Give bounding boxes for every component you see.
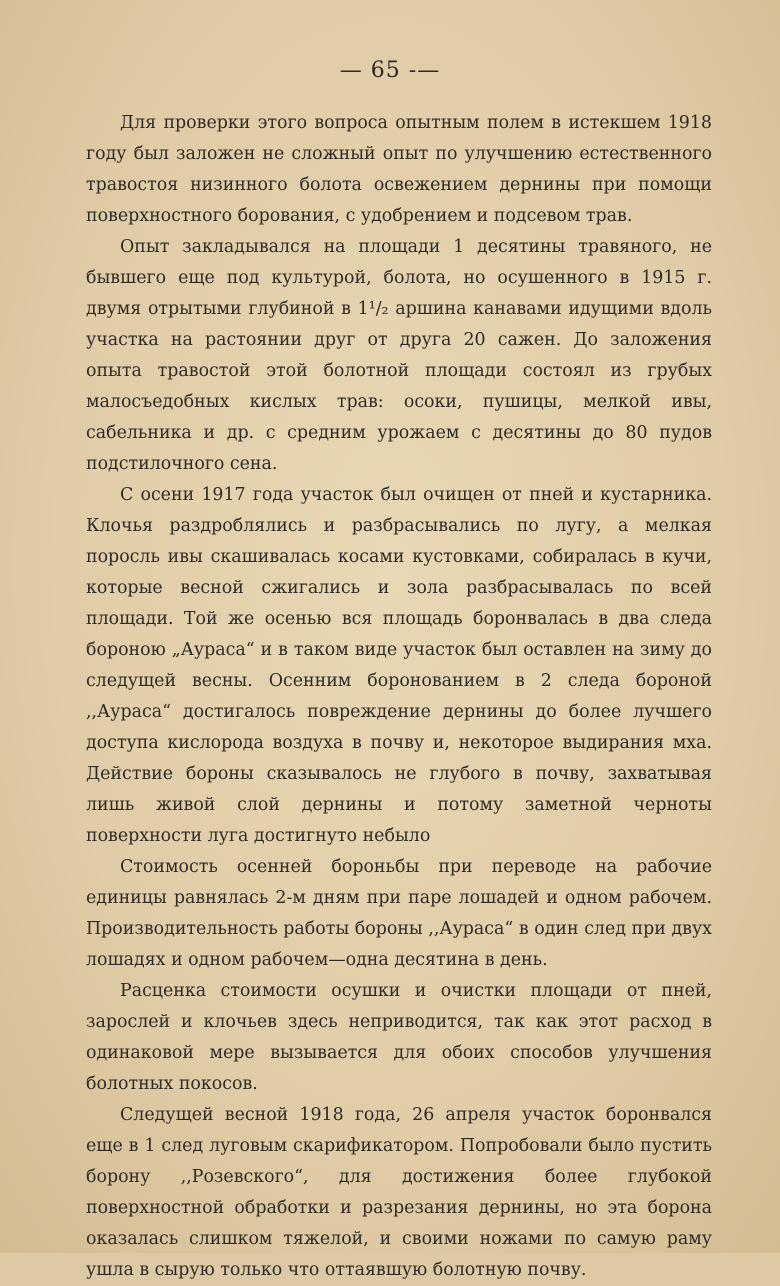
paragraph: Расценка стоимости осушки и очистки площади от пней, зарослей и клочьев здесь неприводится, так как этот расход в одинаковой мере вызывается для обоих способов улучшения болотных покосов. <box>86 981 712 1094</box>
paragraph: Опыт закладывался на площади 1 десятины травяного, не бывшего еще под культурой, болота, но осушенного в 1915 г. двумя отрытыми глубиной в 1¹/₂ аршина канавами идущими вдоль участка на растоянии друг от друга 20 сажен. До заложения опыта травостой этой болотной площади состоял из грубых малосъедобных кислых трав: осоки, пушицы, мелкой ивы, сабельника и др. с средним урожаем с десятины до 80 пудов подстилочного сена. <box>86 237 712 474</box>
paragraph: Следущей весной 1918 года, 26 апреля участок боронвался еще в 1 след луговым скарификатором. Попробовали было пустить борону ,,Розевского“, для достижения более глубокой поверхностной обработки и разрезания дернины, но эта борона оказалась слишком тяжелой, и своими ножами по самую раму ушла в сырую только что оттаявшую болотную почву. <box>86 1105 712 1280</box>
body-text <box>86 108 712 1286</box>
page-number: — 65 -— <box>339 58 441 83</box>
paragraph: Стоимость осенней бороньбы при переводе на рабочие единицы равнялась 2-м дням при паре лошадей и одном рабочем. Производительность работы бороны ,,Ауpаса“ в один след при двух лошадях и одном рабочем—одна десятина в день. <box>86 857 712 970</box>
paragraph: Для проверки этого вопроса опытным полем в истекшем 1918 году был заложен не сложный опыт по улучшению естественного травостоя низинного болота освежением дернины при помощи поверхностного борования, с удобрением и подсевом трав. <box>86 113 712 226</box>
paragraph: С осени 1917 года участок был очищен от пней и кустарника. Клочья раздроблялись и разбрасывались по лугу, а мелкая поросль ивы скашивалась косами кустовками, собиралась в кучи, которые весной сжигались и зола разбрасывалась по всей площади. Той же осенью вся площадь боронвалась в два следа бороною „Ауpаса“ и в таком виде участок был оставлен на зиму до следущей весны. Осенним боронованием в 2 следа бороной ,,Ауpаса“ достигалось повреждение дернины до более лучшего доступа кислорода воздуха в почву и, некоторое выдирания мха. Действие бороны сказывалось не глубого в почву, захватывая лишь живой слой дернины и потому заметной черноты поверхности луга достигнуто небыло <box>86 485 712 846</box>
